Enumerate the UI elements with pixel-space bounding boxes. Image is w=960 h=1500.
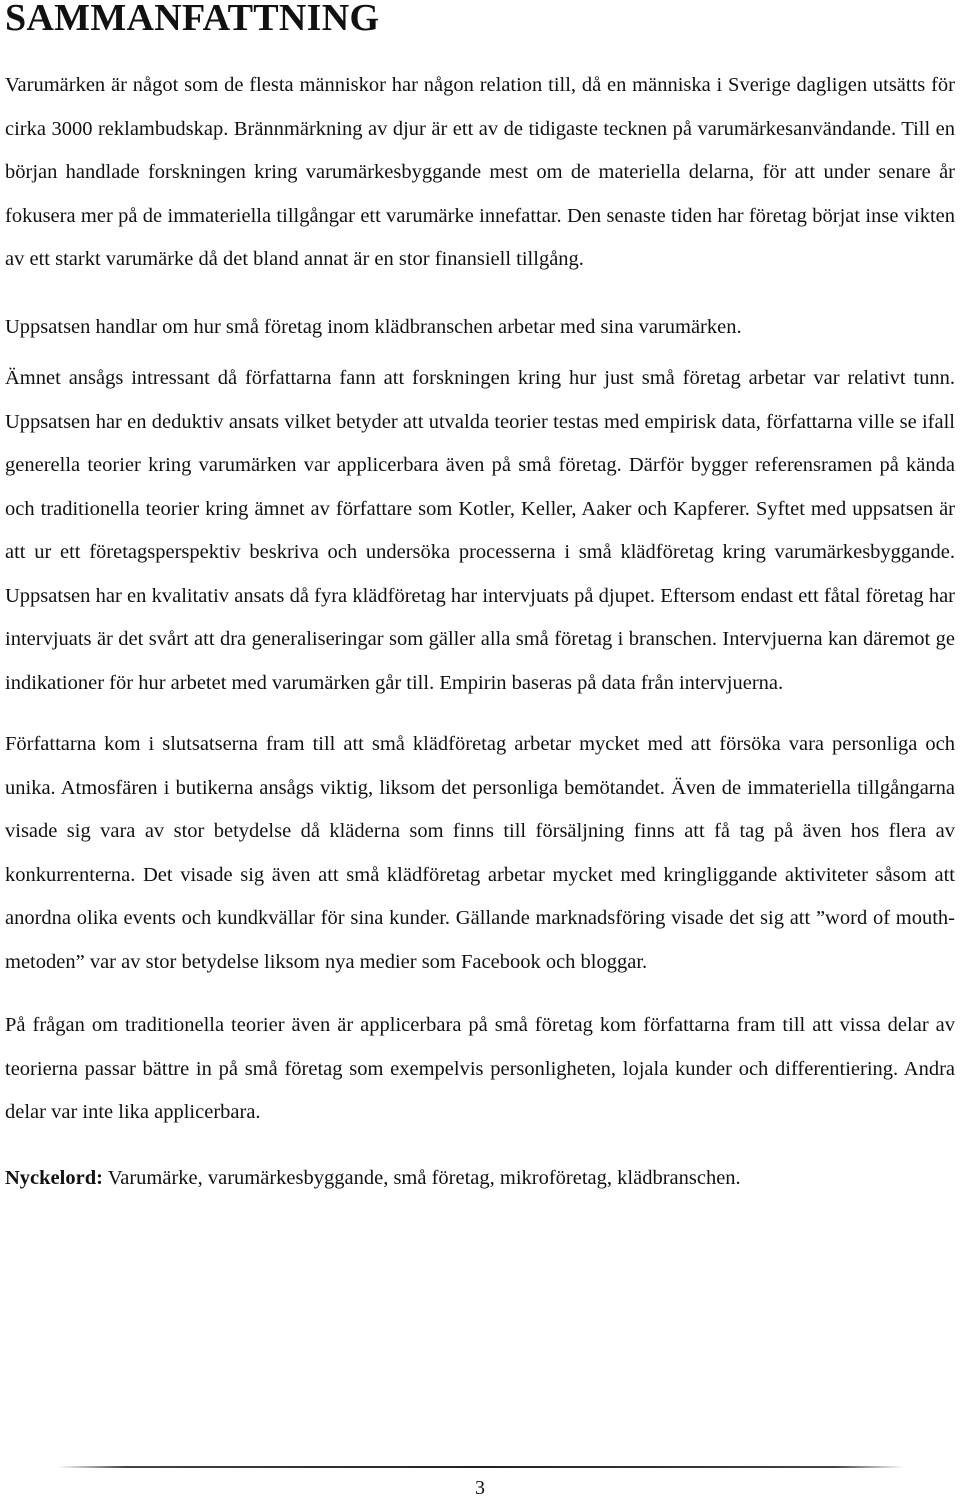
paragraph-conclusions: Författarna kom i slutsatserna fram till att små klädföretag arbetar mycket med att försöka vara personliga och unika. Atmosfären i butikerna ansågs viktig, liksom det personliga bemötandet. Även de immateriella tillgångarna visade sig vara av stor betydelse då kläderna som finns till försäljning finns att få tag på även hos flera av konkurrenterna. Det visade sig även att små klädföretag arbetar mycket med kringliggande aktiviteter såsom att anordna olika events och kundkvällar för sina kunder. Gällande marknadsföring visade det sig att ”word of mouth-metoden” var av stor betydelse liksom nya medier som Facebook och bloggar.	[5, 733, 955, 973]
keywords-label: Nyckelord:	[5, 1166, 103, 1189]
keywords-text: Varumärke, varumärkesbyggande, små företag, mikroföretag, klädbranschen.	[102, 1166, 741, 1189]
document-page	[5, 0, 955, 1200]
footer-divider	[58, 1466, 904, 1468]
keywords-line	[5, 1157, 955, 1201]
paragraph-method: Ämnet ansågs intressant då författarna fann att forskningen kring hur just små företag arbetar var relativt tunn. Uppsatsen har en deduktiv ansats vilket betyder att utvalda teorier testas med empirisk data, författarna ville se ifall generella teorier kring varumärken var applicerbara även på små företag. Därför bygger referensramen på kända och traditionella teorier kring ämnet av författare som Kotler, Keller, Aaker och Kapferer. Syftet med uppsatsen är att ur ett företagsperspektiv beskriva och undersöka processerna i små klädföretag kring varumärkesbyggande. Uppsatsen har en kvalitativ ansats då fyra klädföretag har intervjuats på djupet. Eftersom endast ett fåtal företag har intervjuats är det svårt att dra generaliseringar som gäller alla små företag i branschen. Intervjuerna kan däremot ge indikationer för hur arbetet med varumärken går till. Empirin baseras på data från intervjuerna.	[5, 367, 955, 694]
page-number: 3	[475, 1477, 485, 1499]
paragraph-theory-applicability: På frågan om traditionella teorier även är applicerbara på små företag kom författarna fram till att vissa delar av teorierna passar bättre in på små företag som exempelvis personligheten, lojala kunder och differentiering. Andra delar var inte lika applicerbara.	[5, 1014, 955, 1123]
section-heading: SAMMANFATTNING	[5, 0, 380, 39]
paragraph-topic: Uppsatsen handlar om hur små företag inom klädbranschen arbetar med sina varumärken.	[5, 315, 742, 338]
paragraph-intro: Varumärken är något som de flesta människor har någon relation till, då en människa i Sverige dagligen utsätts för cirka 3000 reklambudskap. Brännmärkning av djur är ett av de tidigaste tecknen på varumärkesanvändande. Till en början handlade forskningen kring varumärkesbyggande mest om de materiella delarna, för att under senare år fokusera mer på de immateriella tillgångar ett varumärke innefattar. Den senaste tiden har företag börjat inse vikten av ett starkt varumärke då det bland annat är en stor finansiell tillgång.	[5, 74, 955, 270]
